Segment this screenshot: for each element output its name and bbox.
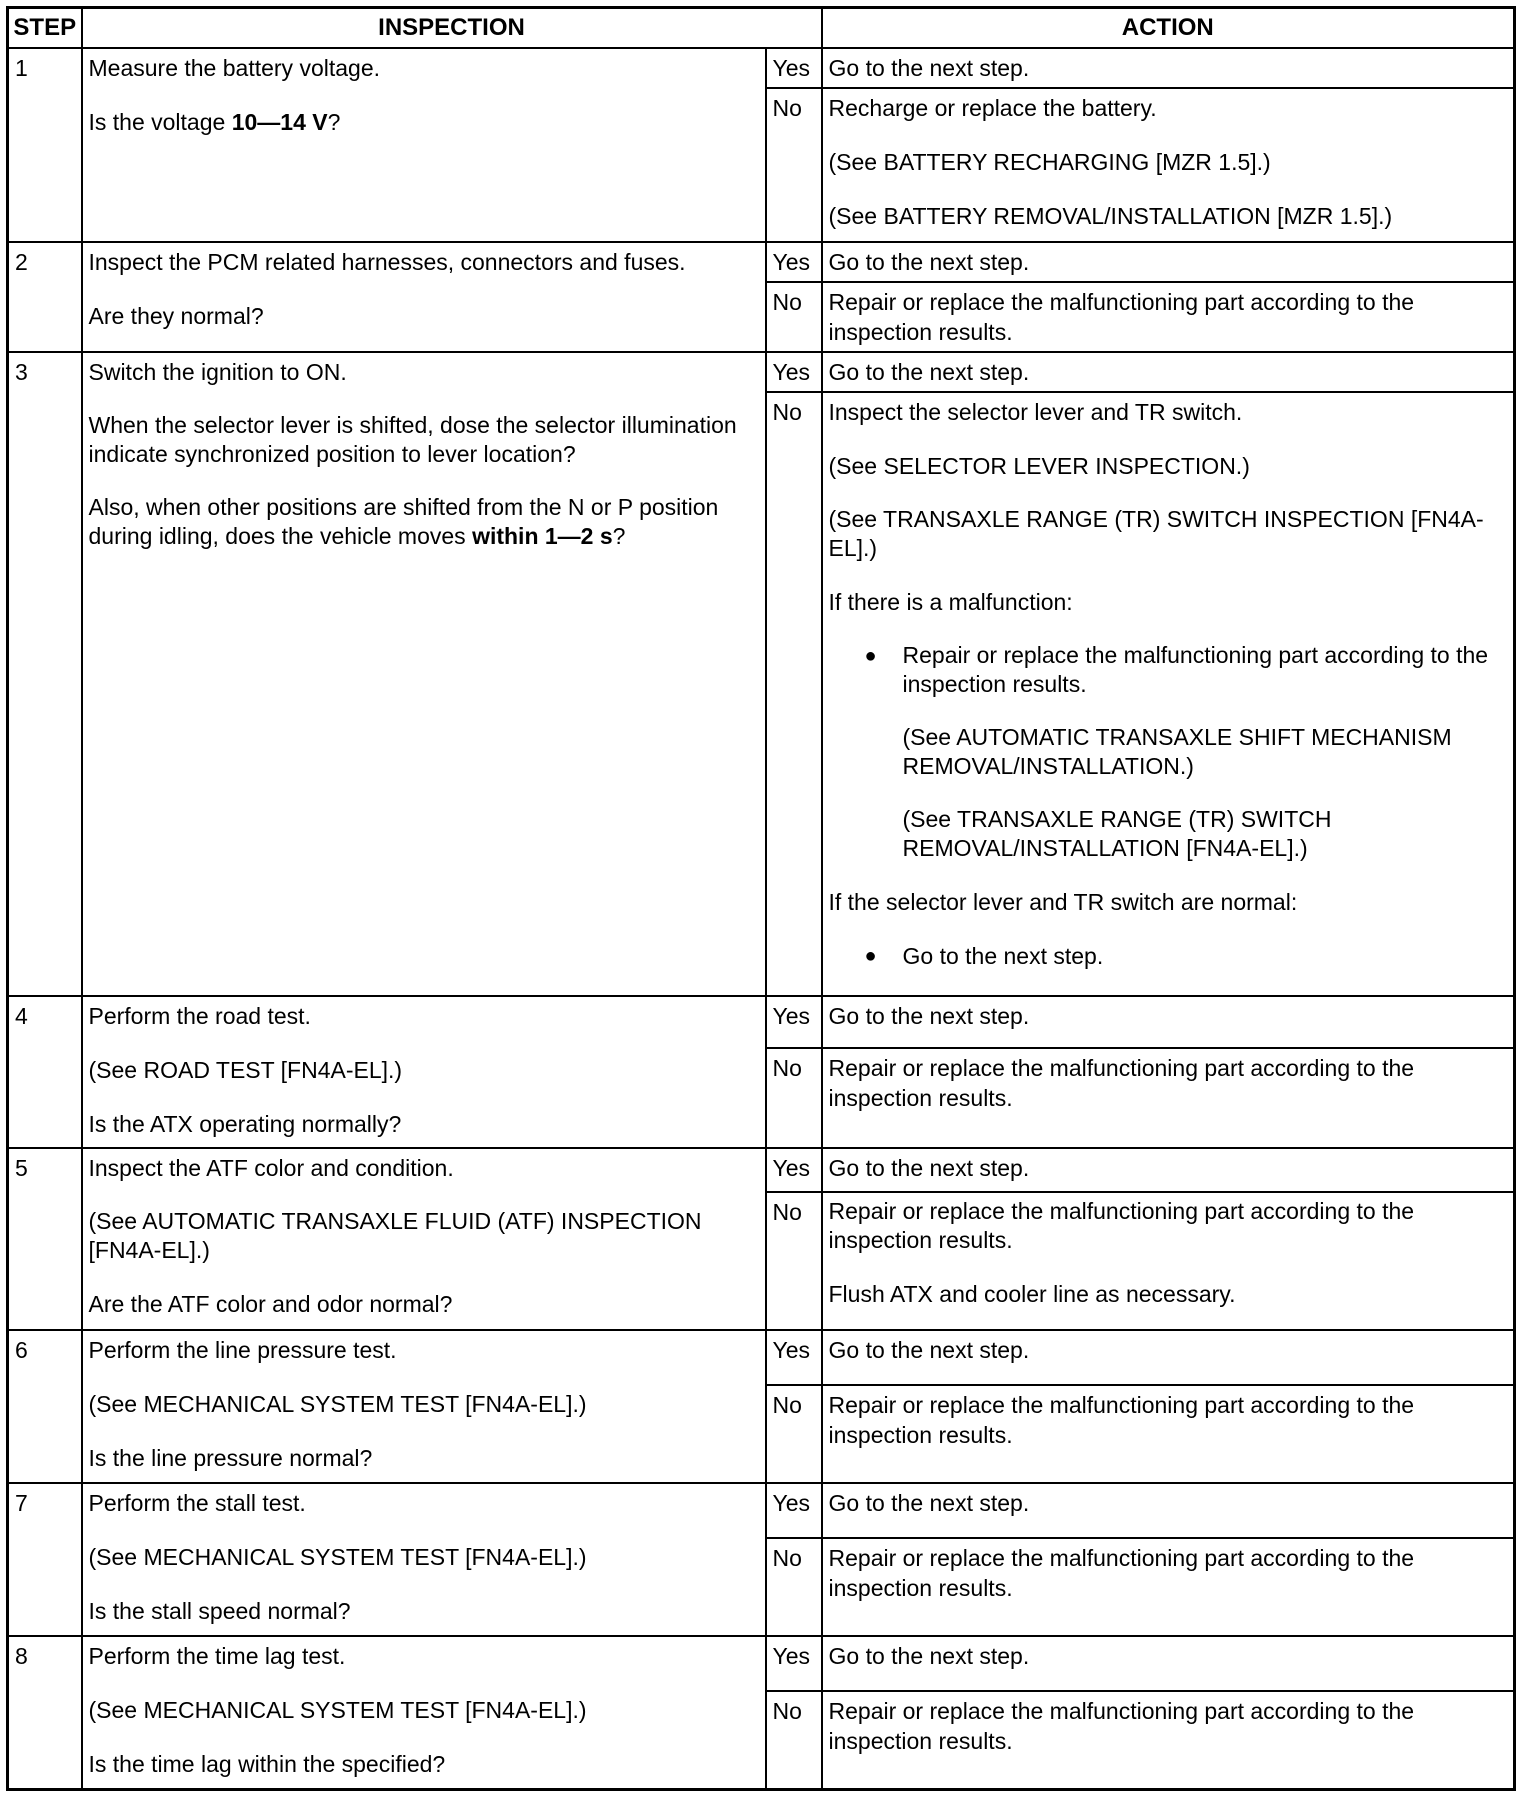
action-text: Inspect the selector lever and TR switch.: [828, 399, 1243, 425]
inspection-text: Perform the stall test.: [88, 1490, 306, 1516]
inspection-question: Is the ATX operating normally?: [88, 1111, 402, 1137]
yes-action: Go to the next step.: [822, 1330, 1515, 1385]
step-7-yes-row: [8, 1483, 1515, 1538]
step-1-yes-row: [8, 48, 1515, 88]
yes-action: Go to the next step.: [822, 48, 1515, 88]
no-label: No: [766, 1192, 822, 1330]
yes-action: Go to the next step.: [822, 242, 1515, 282]
yes-label: Yes: [766, 352, 822, 392]
no-label: No: [766, 1538, 822, 1636]
no-action: Repair or replace the malfunctioning part according to the inspection results.: [822, 282, 1515, 352]
inspection-reference: (See MECHANICAL SYSTEM TEST [FN4A-EL].): [88, 1391, 587, 1417]
header-step: STEP: [8, 8, 82, 49]
bullet-icon: ●: [864, 945, 877, 967]
inspection-cell: [82, 1148, 766, 1330]
diagnostic-procedure-table: [6, 6, 1516, 1791]
bullet-text: Go to the next step.: [902, 943, 1104, 969]
inspection-reference: (See ROAD TEST [FN4A-EL].): [88, 1057, 403, 1083]
step-4-yes-row: [8, 996, 1515, 1048]
inspection-question: Is the time lag within the specified?: [88, 1751, 446, 1777]
no-label: No: [766, 282, 822, 352]
inspection-reference: (See MECHANICAL SYSTEM TEST [FN4A-EL].): [88, 1697, 587, 1723]
yes-label: Yes: [766, 1483, 822, 1538]
yes-label: Yes: [766, 1330, 822, 1385]
yes-label: Yes: [766, 48, 822, 88]
inspection-question: Is the voltage 10—14 V?: [88, 109, 341, 135]
inspection-text: Perform the road test.: [88, 1003, 311, 1029]
header-row: [8, 8, 1515, 49]
no-label: No: [766, 1385, 822, 1483]
inspection-text: Inspect the ATF color and condition.: [88, 1155, 454, 1181]
inspection-cell: [82, 1483, 766, 1636]
no-label: No: [766, 392, 822, 996]
step-6-yes-row: [8, 1330, 1515, 1385]
inspection-text: Inspect the PCM related harnesses, connectors and fuses.: [88, 249, 686, 275]
no-action: Repair or replace the malfunctioning part according to the inspection results.: [822, 1048, 1515, 1148]
inspection-cell: [82, 996, 766, 1148]
step-number: 5: [8, 1148, 82, 1330]
yes-label: Yes: [766, 1636, 822, 1691]
action-reference: (See TRANSAXLE RANGE (TR) SWITCH REMOVAL/INSTALLATION [FN4A-EL].): [902, 806, 1332, 861]
step-3-yes-row: [8, 352, 1515, 392]
yes-action: Go to the next step.: [822, 1483, 1515, 1538]
no-action: [822, 392, 1515, 996]
header-inspection: INSPECTION: [82, 8, 822, 49]
yes-action: Go to the next step.: [822, 1148, 1515, 1192]
yes-action: Go to the next step.: [822, 996, 1515, 1048]
inspection-question: Also, when other positions are shifted from the N or P position during idling, does the vehicle moves within 1—2 s?: [88, 494, 719, 549]
step-number: 3: [8, 352, 82, 996]
action-reference: (See BATTERY REMOVAL/INSTALLATION [MZR 1.5].): [828, 203, 1393, 229]
step-5-yes-row: [8, 1148, 1515, 1192]
inspection-cell: [82, 1330, 766, 1483]
action-reference: (See SELECTOR LEVER INSPECTION.): [828, 453, 1250, 479]
step-2-yes-row: [8, 242, 1515, 282]
yes-label: Yes: [766, 1148, 822, 1192]
yes-label: Yes: [766, 996, 822, 1048]
no-action: Repair or replace the malfunctioning part according to the inspection results.: [822, 1691, 1515, 1789]
action-text: If the selector lever and TR switch are normal:: [828, 889, 1298, 915]
no-label: No: [766, 1048, 822, 1148]
action-reference: (See TRANSAXLE RANGE (TR) SWITCH INSPECTION [FN4A-EL].): [828, 506, 1484, 561]
step-number: 7: [8, 1483, 82, 1636]
yes-action: Go to the next step.: [822, 352, 1515, 392]
inspection-text: Measure the battery voltage.: [88, 55, 380, 81]
action-text: Flush ATX and cooler line as necessary.: [828, 1281, 1236, 1307]
no-action: [822, 88, 1515, 242]
no-label: No: [766, 1691, 822, 1789]
inspection-reference: (See AUTOMATIC TRANSAXLE FLUID (ATF) INSPECTION [FN4A-EL].): [88, 1208, 702, 1263]
no-action: Repair or replace the malfunctioning part according to the inspection results.: [822, 1385, 1515, 1483]
inspection-cell: [82, 352, 766, 996]
step-number: 1: [8, 48, 82, 242]
inspection-cell: [82, 48, 766, 242]
step-number: 4: [8, 996, 82, 1148]
inspection-text: Perform the line pressure test.: [88, 1337, 397, 1363]
inspection-cell: [82, 1636, 766, 1789]
bullet-text: Repair or replace the malfunctioning part according to the inspection results.: [902, 642, 1489, 697]
step-number: 2: [8, 242, 82, 352]
action-text: Repair or replace the malfunctioning part according to the inspection results.: [828, 1198, 1415, 1253]
bullet-icon: ●: [864, 645, 877, 667]
step-number: 8: [8, 1636, 82, 1789]
step-8-yes-row: [8, 1636, 1515, 1691]
inspection-reference: (See MECHANICAL SYSTEM TEST [FN4A-EL].): [88, 1544, 587, 1570]
bullet-item: [865, 641, 1508, 863]
no-action: Repair or replace the malfunctioning part according to the inspection results.: [822, 1538, 1515, 1636]
action-reference: (See BATTERY RECHARGING [MZR 1.5].): [828, 149, 1271, 175]
inspection-question: Are the ATF color and odor normal?: [88, 1291, 453, 1317]
no-action: [822, 1192, 1515, 1330]
step-number: 6: [8, 1330, 82, 1483]
inspection-question: Are they normal?: [88, 303, 264, 329]
yes-action: Go to the next step.: [822, 1636, 1515, 1691]
yes-label: Yes: [766, 242, 822, 282]
no-label: No: [766, 88, 822, 242]
inspection-text: When the selector lever is shifted, dose the selector illumination indicate synchronized position to lever location?: [88, 412, 737, 467]
inspection-text: Perform the time lag test.: [88, 1643, 346, 1669]
inspection-question: Is the line pressure normal?: [88, 1445, 373, 1471]
action-text: Recharge or replace the battery.: [828, 95, 1157, 121]
action-reference: (See AUTOMATIC TRANSAXLE SHIFT MECHANISM REMOVAL/INSTALLATION.): [902, 724, 1452, 779]
inspection-text: Switch the ignition to ON.: [88, 359, 347, 385]
bullet-item: [865, 941, 1508, 971]
action-text: If there is a malfunction:: [828, 589, 1073, 615]
inspection-cell: [82, 242, 766, 352]
header-action: ACTION: [822, 8, 1515, 49]
inspection-question: Is the stall speed normal?: [88, 1598, 351, 1624]
